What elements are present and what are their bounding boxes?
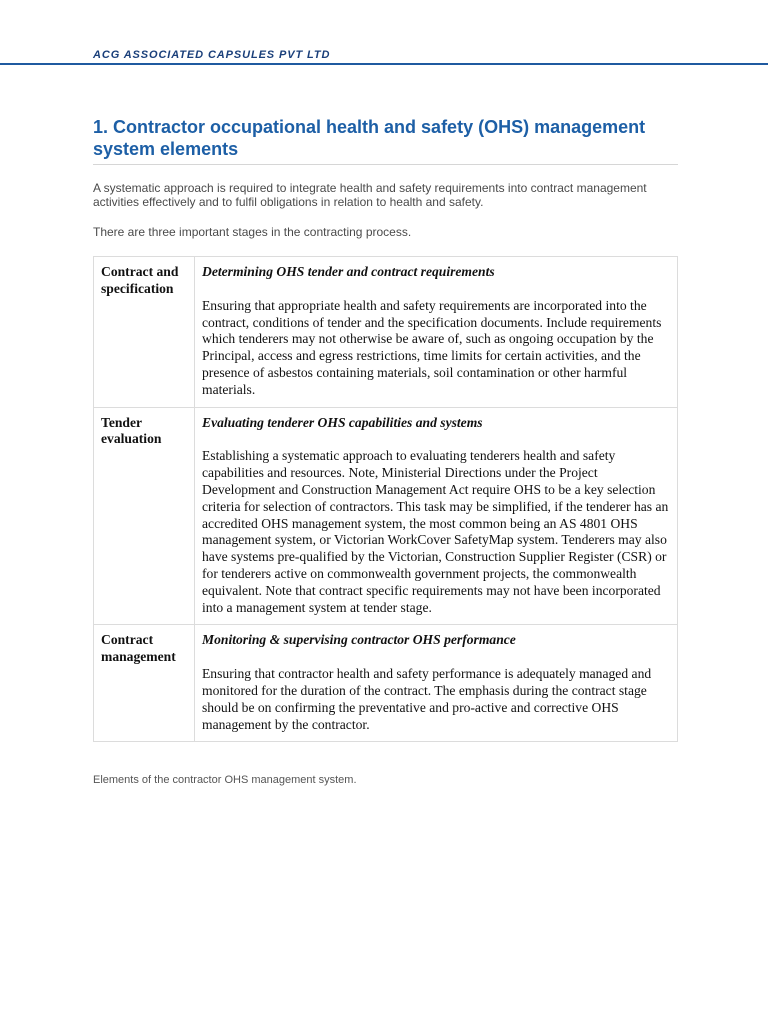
stage-heading: Determining OHS tender and contract requirements <box>202 264 495 279</box>
stage-description: Establishing a systematic approach to evaluating tenderers health and safety capabilities and resources. Note, Ministerial Directions under the Project Development and Construction Management Act require OHS to be a key selection criteria for selection of contractors. This task may be simplified, if the tenderer has an accredited OHS management system, the most common being an AS 4801 OHS management system, or Victorian WorkCover SafetyMap system. Tenderers may also have systems pre-qualified by the Victorian, Construction Supplier Register (CSR) or for tenderers active on commonwealth government projects, the commonwealth equivalent. Note that contract specific requirements may not have been incorporated into a management system at tender stage. <box>202 448 669 615</box>
stage-detail-cell <box>195 257 678 408</box>
stage-description: Ensuring that contractor health and safety performance is adequately managed and monitored for the duration of the contract. The emphasis during the contract stage should be on confirming the preventative and pro-active and corrective OHS management by the contractor. <box>202 666 652 732</box>
stage-name-cell: Tender evaluation <box>94 407 195 625</box>
company-name: ACG ASSOCIATED CAPSULES PVT LTD <box>93 49 331 61</box>
stage-heading: Monitoring & supervising contractor OHS performance <box>202 632 516 648</box>
table-row <box>94 257 678 408</box>
stage-name-cell: Contract and specification <box>94 257 195 408</box>
title-divider <box>93 164 678 165</box>
intro-paragraph: A systematic approach is required to integrate health and safety requirements into contract management activities effectively and to fulfil obligations in relation to health and safety. <box>93 181 647 209</box>
table-row <box>94 625 678 742</box>
header-rule <box>0 63 768 65</box>
section-title: 1. Contractor occupational health and safety (OHS) management system elements <box>93 117 646 159</box>
stage-detail-cell <box>195 625 678 742</box>
stages-table <box>93 256 678 742</box>
stages-intro-paragraph: There are three important stages in the contracting process. <box>93 225 412 239</box>
stage-description: Ensuring that appropriate health and safety requirements are incorporated into the contract, conditions of tender and the specification documents. Include requirements which tenderers may not otherwise be aware of, such as ongoing occupation by the Principal, access and egress restrictions, time limits for certain activities, and the presence of asbestos containing materials, soil contamination or other harmful materials. <box>202 297 662 397</box>
table-row <box>94 407 678 625</box>
stage-detail-cell <box>195 407 678 625</box>
stage-heading: Evaluating tenderer OHS capabilities and systems <box>202 414 483 430</box>
table-caption: Elements of the contractor OHS management system. <box>93 774 357 786</box>
stage-name-cell: Contract management <box>94 625 195 742</box>
